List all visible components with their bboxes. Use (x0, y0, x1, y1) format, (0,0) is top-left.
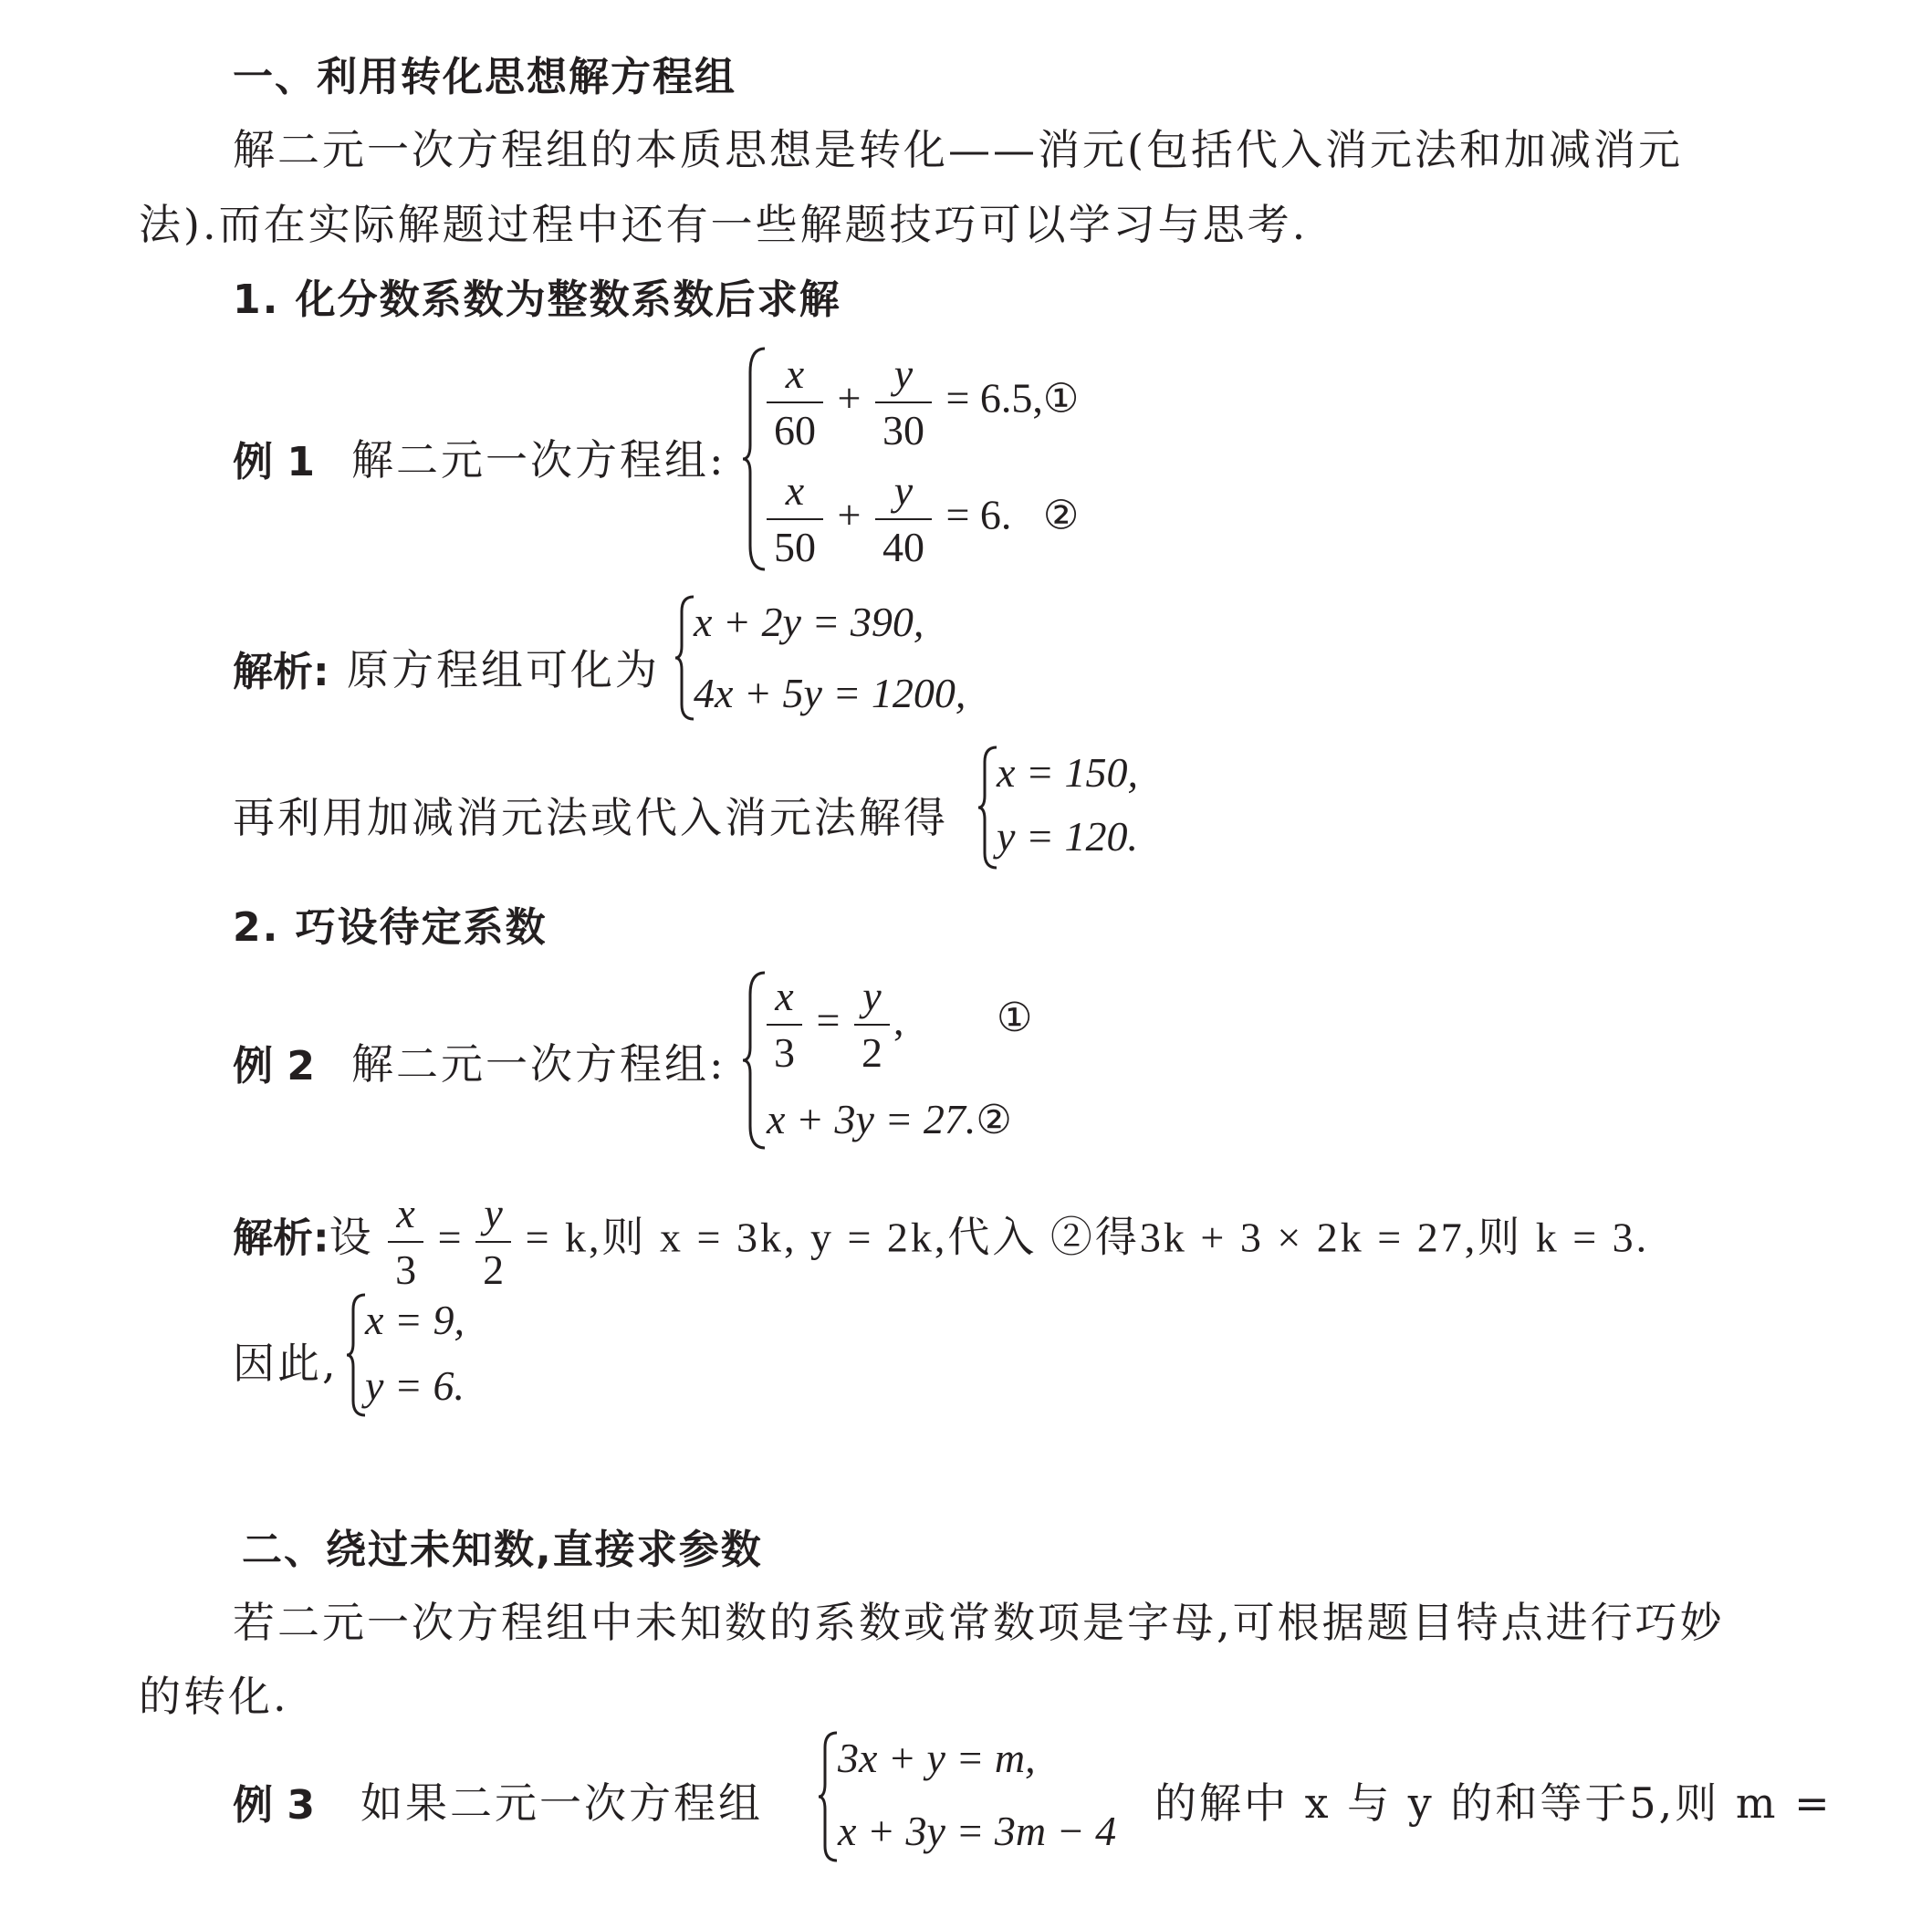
fraction-denominator: 2 (483, 1246, 505, 1293)
fraction-denominator: 40 (882, 524, 924, 570)
section-2-title: 二、绕过未知数,直接求参数 (242, 1527, 763, 1573)
section-2-intro-line-2: 的转化. (139, 1672, 289, 1721)
fraction-numerator: x (767, 347, 823, 403)
solution-1-label: 解析: (233, 649, 329, 695)
equals-sign: = (437, 1214, 462, 1261)
solution-2-answer-y: y = 6. (365, 1362, 465, 1409)
fraction-numerator: y (854, 969, 890, 1026)
subsection-2-title: 2. 巧设待定系数 (233, 904, 548, 951)
section-1-title: 一、利用转化思想解方程组 (233, 54, 736, 100)
solution-1-text-2: 再利用加减消元法或代入消元法解得 (233, 793, 948, 842)
example-2-equation-1 (763, 969, 903, 1080)
example-1-label: 例 1 (233, 439, 315, 485)
plus-sign: + (837, 374, 862, 422)
example-3-label: 例 3 (233, 1782, 315, 1829)
example-3-text: 如果二元一次方程组 (360, 1778, 763, 1828)
fraction-numerator: x (767, 464, 823, 520)
equals-sign: = (816, 996, 841, 1044)
fraction-numerator: y (475, 1186, 511, 1243)
example-1-text: 解二元一次方程组: (351, 435, 726, 485)
subsection-1-title: 1. 化分数系数为整数系数后求解 (233, 276, 841, 323)
fraction-numerator: x (767, 969, 802, 1026)
solution-2-rest: = k,则 x = 3k, y = 2k,代入 ②得3k + 3 × 2k = 27,则 k = 3. (525, 1214, 1650, 1261)
fraction-denominator: 2 (861, 1029, 882, 1076)
section-1-intro-line-1: 解二元一次方程组的本质思想是转化——消元(包括代入消元法和加减消元 (233, 125, 1683, 174)
solution-2-pre: 设 (329, 1214, 374, 1261)
equation-rhs: = 6. (945, 491, 1012, 538)
fraction-denominator: 60 (774, 407, 816, 454)
section-1-intro-line-2: 法).而在实际解题过程中还有一些解题技巧可以学习与思考. (139, 200, 1309, 249)
example-3-tail: 的解中 x 与 y 的和等于5,则 m = (1154, 1778, 1833, 1828)
example-1-equation-2 (763, 464, 1079, 575)
example-3-equation-1: 3x + y = m, (838, 1735, 1036, 1781)
fraction-numerator: y (875, 347, 932, 403)
solution-1-equation-2: 4x + 5y = 1200, (694, 670, 966, 716)
example-2-equation-1-marker: ① (997, 996, 1033, 1040)
fraction-numerator: x (388, 1186, 423, 1243)
equation-rhs: = 6.5, (945, 374, 1043, 422)
solution-2-answer-x: x = 9, (365, 1297, 465, 1343)
example-3-equation-2: x + 3y = 3m − 4 (838, 1808, 1117, 1854)
equation-text: x + 3y = 27. (767, 1096, 976, 1142)
example-1-equation-1 (763, 347, 1079, 458)
plus-sign: + (837, 491, 862, 538)
solution-1-answer-x: x = 150, (997, 749, 1138, 796)
solution-1-equation-1: x + 2y = 390, (694, 599, 924, 645)
equation-marker: ② (1042, 493, 1080, 538)
equation-marker: ① (1042, 376, 1080, 422)
example-2-label: 例 2 (233, 1043, 315, 1090)
fraction-denominator: 30 (882, 407, 924, 454)
example-2-text: 解二元一次方程组: (351, 1039, 726, 1089)
example-2-equation-2 (767, 1095, 1012, 1143)
comma: , (893, 996, 904, 1044)
fraction-denominator: 50 (774, 524, 816, 570)
fraction-denominator: 3 (395, 1246, 417, 1293)
solution-2-label: 解析: (233, 1215, 329, 1262)
solution-2-line (233, 1186, 1649, 1298)
section-2-intro-line-1: 若二元一次方程组中未知数的系数或常数项是字母,可根据题目特点进行巧妙 (233, 1598, 1725, 1647)
fraction-numerator: y (875, 464, 932, 520)
solution-2-text-2: 因此, (233, 1339, 339, 1388)
fraction-denominator: 3 (774, 1029, 795, 1076)
solution-1-text: 原方程组可化为 (347, 645, 660, 694)
equation-marker: ② (976, 1098, 1012, 1142)
solution-1-answer-y: y = 120. (997, 813, 1138, 860)
